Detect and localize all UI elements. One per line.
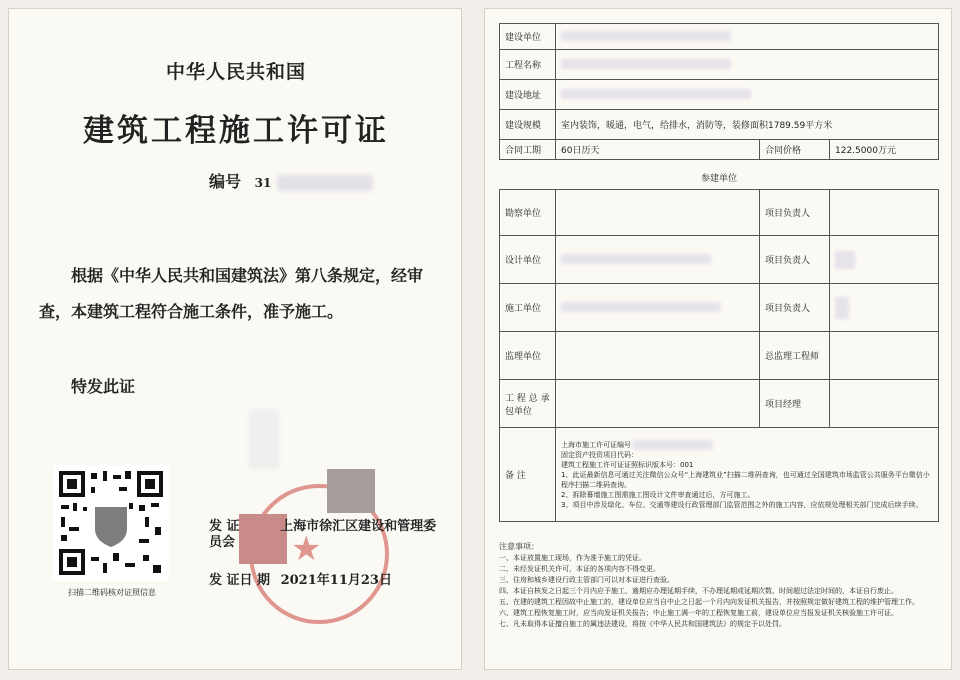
- row-label: 工程名称: [500, 50, 556, 80]
- note-item: 二、未经发证机关许可，本证的各项内容不得变更。: [499, 565, 660, 573]
- unit-value: [556, 190, 760, 236]
- table-row: [500, 284, 939, 332]
- table-row: [500, 80, 939, 110]
- note-item: 三、住房和城乡建设行政主管部门可以对本证进行查验。: [499, 576, 674, 584]
- table-row: [500, 190, 939, 236]
- remark-label: 备 注: [500, 428, 556, 522]
- note-item: 五、在建的建筑工程因故中止施工的，建设单位应当自中止之日起一个月内向发证机关报告，并按照规定做好建筑工程的维护管理工作。: [499, 598, 919, 606]
- redaction-block: [327, 469, 375, 513]
- remark-line: 固定资产投资项目代码：: [561, 450, 638, 459]
- issuer-name: 上海市徐汇区建设和管理委员会: [209, 519, 437, 550]
- note-item: 四、本证自核发之日起三个月内应予施工，逾期应办理延期手续，不办理延期或延期次数、时间超过法定时间的，本证自行废止。: [499, 587, 898, 595]
- permit-number-row: [209, 169, 373, 192]
- qr-caption: 扫描二维码核对证照信息: [68, 588, 156, 597]
- unit-label: 设计单位: [500, 236, 556, 284]
- issuer-label: 发 证: [209, 519, 240, 534]
- period-label: 合同工期: [500, 140, 556, 160]
- table-row: [500, 24, 939, 50]
- number-redaction: [277, 175, 373, 191]
- table-row: [500, 140, 939, 160]
- unit-role: 项目经理: [760, 380, 830, 428]
- issuer-row: [209, 519, 449, 551]
- row-label: 建设地址: [500, 80, 556, 110]
- remark-line: 建筑工程施工许可证证照标识版本号：001: [561, 460, 694, 469]
- remark-line: 1、此证最新信息可通过关注微信公众号“上海建筑业”扫描二维码查询，也可通过全国建筑市场监管公共服务平台微信小程序扫描二维码查询。: [561, 470, 930, 489]
- unit-person: [830, 332, 939, 380]
- remark-content: [556, 428, 939, 522]
- remark-line: 上海市施工许可证编号: [561, 440, 631, 449]
- row-label: 建设单位: [500, 24, 556, 50]
- unit-role: 项目负责人: [760, 236, 830, 284]
- note-item: 一、本证放置施工现场，作为准予施工的凭证。: [499, 554, 646, 562]
- price-value: 122.5000万元: [830, 140, 939, 160]
- unit-value: [556, 284, 760, 332]
- permit-title: 建筑工程施工许可证: [83, 113, 389, 149]
- permit-front-page: [8, 8, 462, 670]
- table-row: [500, 332, 939, 380]
- section-title: 参建单位: [700, 174, 737, 184]
- country-heading: 中华人民共和国: [165, 61, 306, 83]
- number-label: 编号: [209, 172, 242, 191]
- issue-date-label: 发 证日 期: [209, 573, 271, 588]
- statement-line-1: 根据《中华人民共和国建筑法》第八条规定，经审: [71, 266, 424, 285]
- row-label: 建设规模: [500, 110, 556, 140]
- notes-list: [499, 553, 939, 630]
- note-item: 六、建筑工程恢复施工时，应当向发证机关报告；中止施工满一年的工程恢复施工前，建设单位应当报发证机关核验施工许可证。: [499, 609, 898, 617]
- unit-label: 工 程 总 承包单位: [500, 380, 556, 428]
- unit-person: [830, 236, 939, 284]
- remark-line: 2、拆除幕墙施工图需施工图设计文件审查通过后，方可施工。: [561, 490, 755, 499]
- participants-table: [499, 189, 939, 522]
- table-row: [500, 380, 939, 428]
- unit-person: [830, 190, 939, 236]
- project-info-table: [499, 23, 939, 160]
- seal-star-icon: ★: [291, 529, 322, 569]
- unit-value: [556, 380, 760, 428]
- period-value: 60日历天: [556, 140, 760, 160]
- row-value: [556, 50, 939, 80]
- table-row: [500, 428, 939, 522]
- table-row: [500, 50, 939, 80]
- number-prefix: 31: [254, 176, 272, 190]
- price-label: 合同价格: [760, 140, 830, 160]
- unit-value: [556, 236, 760, 284]
- unit-label: 勘察单位: [500, 190, 556, 236]
- permit-back-page: [484, 8, 952, 670]
- issue-date: 2021年11月23日: [280, 573, 392, 588]
- unit-person: [830, 284, 939, 332]
- unit-value: [556, 332, 760, 380]
- note-item: 七、凡未取得本证擅自施工的属违法建设，将按《中华人民共和国建筑法》的规定予以处罚。: [499, 620, 786, 628]
- unit-label: 施工单位: [500, 284, 556, 332]
- row-value: 室内装饰，暖通，电气，给排水，消防等，装修面积1789.59平方米: [556, 110, 939, 140]
- unit-label: 监理单位: [500, 332, 556, 380]
- redaction-block: [249, 409, 279, 469]
- table-row: [500, 110, 939, 140]
- statement-line-2: 查，本建筑工程符合施工条件，准予施工。: [39, 302, 344, 321]
- notes-title: 注意事项：: [499, 542, 539, 551]
- unit-role: 总监理工程师: [760, 332, 830, 380]
- unit-role: 项目负责人: [760, 284, 830, 332]
- table-row: [500, 236, 939, 284]
- remark-line: 3、项目中涉及绿化、车位、交通等建设行政管理部门监管范围之外的施工内容，应依规处理相关部门完成后续手续。: [561, 500, 923, 509]
- issue-date-row: [209, 569, 392, 588]
- special-issue-text: 特发此证: [71, 377, 136, 396]
- row-value: [556, 80, 939, 110]
- unit-role: 项目负责人: [760, 190, 830, 236]
- row-value: [556, 24, 939, 50]
- qr-code: [53, 465, 169, 581]
- unit-person: [830, 380, 939, 428]
